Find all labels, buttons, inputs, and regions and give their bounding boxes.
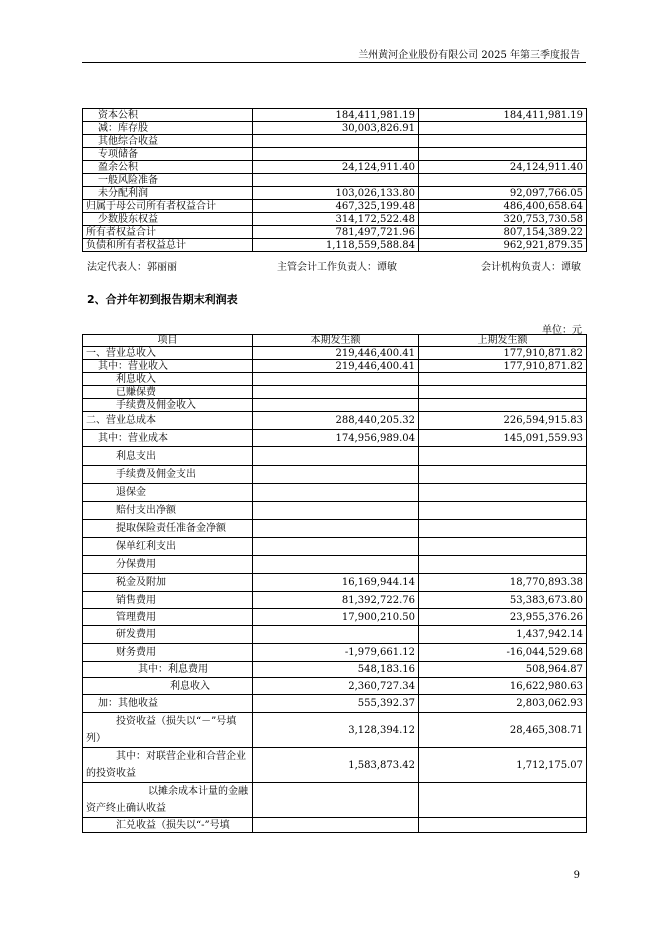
income-prior-value: 18,770,893.38 <box>419 574 587 592</box>
income-label: 二、营业总成本 <box>83 412 253 430</box>
balance-prior-value <box>419 148 587 161</box>
header-current-period: 本期发生额 <box>253 335 419 347</box>
income-prior-value: 28,465,308.71 <box>419 713 587 748</box>
income-prior-value: 2,803,062.93 <box>419 695 587 713</box>
accounting-agency-head: 会计机构负责人：谭敏 <box>481 262 581 273</box>
income-prior-value <box>419 447 587 466</box>
income-row <box>83 484 587 502</box>
balance-current-value: 1,118,559,588.84 <box>253 239 419 252</box>
income-current-value <box>253 484 419 502</box>
income-label: 手续费及佣金支出 <box>83 466 253 484</box>
header-rule <box>82 62 586 63</box>
income-row <box>83 502 587 520</box>
income-row <box>83 556 587 574</box>
income-row <box>83 412 587 430</box>
balance-current-value: 103,026,133.80 <box>253 187 419 200</box>
income-label: 分保费用 <box>83 556 253 574</box>
income-current-value: 219,446,400.41 <box>253 360 419 373</box>
income-prior-value <box>419 466 587 484</box>
balance-row <box>83 213 587 226</box>
income-row <box>83 662 587 678</box>
income-label: 管理费用 <box>83 609 253 626</box>
income-prior-value: 53,383,673.80 <box>419 592 587 609</box>
balance-current-value: 24,124,911.40 <box>253 161 419 174</box>
balance-label: 资本公积 <box>83 109 253 122</box>
balance-label: 负债和所有者权益总计 <box>83 239 253 252</box>
income-row <box>83 713 587 748</box>
income-current-value <box>253 502 419 520</box>
income-prior-value <box>419 484 587 502</box>
income-row <box>83 447 587 466</box>
income-label: 其中：营业收入 <box>83 360 253 373</box>
income-label: 退保金 <box>83 484 253 502</box>
balance-row <box>83 122 587 135</box>
income-prior-value <box>419 783 587 818</box>
balance-prior-value: 184,411,981.19 <box>419 109 587 122</box>
balance-row <box>83 161 587 174</box>
balance-label: 少数股东权益 <box>83 213 253 226</box>
income-row <box>83 347 587 360</box>
unit-label: 单位：元 <box>542 325 582 336</box>
balance-prior-value: 486,400,658.64 <box>419 200 587 213</box>
income-label: 保单红利支出 <box>83 538 253 556</box>
balance-current-value <box>253 148 419 161</box>
income-row <box>83 373 587 386</box>
income-current-value: 17,900,210.50 <box>253 609 419 626</box>
balance-prior-value <box>419 135 587 148</box>
income-label: 其中：营业成本 <box>83 430 253 447</box>
income-current-value <box>253 538 419 556</box>
income-row <box>83 626 587 644</box>
income-current-value: -1,979,661.12 <box>253 644 419 662</box>
balance-row <box>83 174 587 187</box>
income-label: 其中：利息费用 <box>83 662 253 678</box>
income-prior-value <box>419 373 587 386</box>
income-label: 以摊余成本计量的金融资产终止确认收益 <box>83 783 253 818</box>
income-prior-value <box>419 538 587 556</box>
balance-row <box>83 239 587 252</box>
income-current-value <box>253 447 419 466</box>
income-prior-value: 177,910,871.82 <box>419 360 587 373</box>
income-row <box>83 538 587 556</box>
balance-prior-value: 962,921,879.35 <box>419 239 587 252</box>
income-label: 提取保险责任准备金净额 <box>83 520 253 538</box>
income-label: 销售费用 <box>83 592 253 609</box>
balance-prior-value: 24,124,911.40 <box>419 161 587 174</box>
balance-prior-value <box>419 122 587 135</box>
report-header: 兰州黄河企业股份有限公司 2025 年第三季度报告 <box>358 50 580 61</box>
balance-prior-value: 807,154,389.22 <box>419 226 587 239</box>
income-label: 其中：对联营企业和合营企业的投资收益 <box>83 748 253 783</box>
income-prior-value: 145,091,559.93 <box>419 430 587 447</box>
income-prior-value <box>419 520 587 538</box>
income-prior-value: 1,712,175.07 <box>419 748 587 783</box>
income-row <box>83 399 587 412</box>
section-title: 2、合并年初到报告期末利润表 <box>87 293 238 306</box>
income-prior-value: 508,964.87 <box>419 662 587 678</box>
balance-prior-value: 92,097,766.05 <box>419 187 587 200</box>
header-prior-period: 上期发生额 <box>419 335 587 347</box>
income-current-value <box>253 386 419 399</box>
income-label: 一、营业总收入 <box>83 347 253 360</box>
balance-label: 一般风险准备 <box>83 174 253 187</box>
income-label: 财务费用 <box>83 644 253 662</box>
income-row <box>83 644 587 662</box>
income-row <box>83 609 587 626</box>
balance-label: 未分配利润 <box>83 187 253 200</box>
income-row <box>83 574 587 592</box>
income-label: 利息支出 <box>83 447 253 466</box>
income-label: 赔付支出净额 <box>83 502 253 520</box>
balance-current-value: 781,497,721.96 <box>253 226 419 239</box>
balance-current-value: 30,003,826.91 <box>253 122 419 135</box>
income-current-value: 2,360,727.34 <box>253 678 419 695</box>
balance-row <box>83 200 587 213</box>
income-current-value: 1,583,873.42 <box>253 748 419 783</box>
income-prior-value: 23,955,376.26 <box>419 609 587 626</box>
income-row <box>83 695 587 713</box>
income-current-value <box>253 466 419 484</box>
income-current-value: 16,169,944.14 <box>253 574 419 592</box>
income-label: 投资收益（损失以“－”号填列） <box>83 713 253 748</box>
balance-sheet-table <box>82 108 587 252</box>
income-prior-value: 16,622,980.63 <box>419 678 587 695</box>
balance-prior-value: 320,753,730.58 <box>419 213 587 226</box>
balance-label: 归属于母公司所有者权益合计 <box>83 200 253 213</box>
income-label: 已赚保费 <box>83 386 253 399</box>
income-row <box>83 386 587 399</box>
income-prior-value <box>419 502 587 520</box>
income-prior-value: 226,594,915.83 <box>419 412 587 430</box>
balance-current-value: 467,325,199.48 <box>253 200 419 213</box>
income-current-value: 288,440,205.32 <box>253 412 419 430</box>
income-row <box>83 678 587 695</box>
balance-row <box>83 187 587 200</box>
balance-label: 其他综合收益 <box>83 135 253 148</box>
income-current-value <box>253 818 419 833</box>
balance-label: 所有者权益合计 <box>83 226 253 239</box>
income-row <box>83 466 587 484</box>
income-current-value <box>253 373 419 386</box>
balance-prior-value <box>419 174 587 187</box>
balance-row <box>83 109 587 122</box>
income-prior-value <box>419 556 587 574</box>
income-row <box>83 818 587 833</box>
income-row <box>83 783 587 818</box>
income-prior-value <box>419 818 587 833</box>
income-label: 加：其他收益 <box>83 695 253 713</box>
income-current-value: 81,392,722.76 <box>253 592 419 609</box>
income-label: 利息收入 <box>83 678 253 695</box>
income-current-value <box>253 556 419 574</box>
income-current-value <box>253 783 419 818</box>
income-row <box>83 748 587 783</box>
income-prior-value <box>419 399 587 412</box>
balance-row <box>83 148 587 161</box>
balance-current-value: 314,172,522.48 <box>253 213 419 226</box>
income-prior-value: 1,437,942.14 <box>419 626 587 644</box>
balance-current-value <box>253 135 419 148</box>
balance-label: 减：库存股 <box>83 122 253 135</box>
legal-representative: 法定代表人：郭丽丽 <box>87 262 177 273</box>
income-prior-value: 177,910,871.82 <box>419 347 587 360</box>
income-current-value: 219,446,400.41 <box>253 347 419 360</box>
income-current-value: 555,392.37 <box>253 695 419 713</box>
income-statement-table <box>82 334 587 833</box>
income-label: 税金及附加 <box>83 574 253 592</box>
chief-accountant: 主管会计工作负责人：谭敏 <box>277 262 397 273</box>
income-label: 利息收入 <box>83 373 253 386</box>
header-item: 项目 <box>83 335 253 347</box>
income-prior-value: -16,044,529.68 <box>419 644 587 662</box>
balance-current-value <box>253 174 419 187</box>
income-row <box>83 430 587 447</box>
income-label: 手续费及佣金收入 <box>83 399 253 412</box>
balance-row <box>83 135 587 148</box>
income-current-value <box>253 399 419 412</box>
income-current-value: 3,128,394.12 <box>253 713 419 748</box>
page-number: 9 <box>573 870 580 881</box>
income-row <box>83 520 587 538</box>
balance-label: 盈余公积 <box>83 161 253 174</box>
income-current-value: 174,956,989.04 <box>253 430 419 447</box>
income-row <box>83 360 587 373</box>
balance-row <box>83 226 587 239</box>
income-current-value <box>253 520 419 538</box>
income-label: 研发费用 <box>83 626 253 644</box>
income-row <box>83 592 587 609</box>
balance-current-value: 184,411,981.19 <box>253 109 419 122</box>
income-prior-value <box>419 386 587 399</box>
income-current-value <box>253 626 419 644</box>
income-current-value: 548,183.16 <box>253 662 419 678</box>
income-header-row <box>83 335 587 347</box>
income-label: 汇兑收益（损失以“-”号填 <box>83 818 253 833</box>
balance-label: 专项储备 <box>83 148 253 161</box>
